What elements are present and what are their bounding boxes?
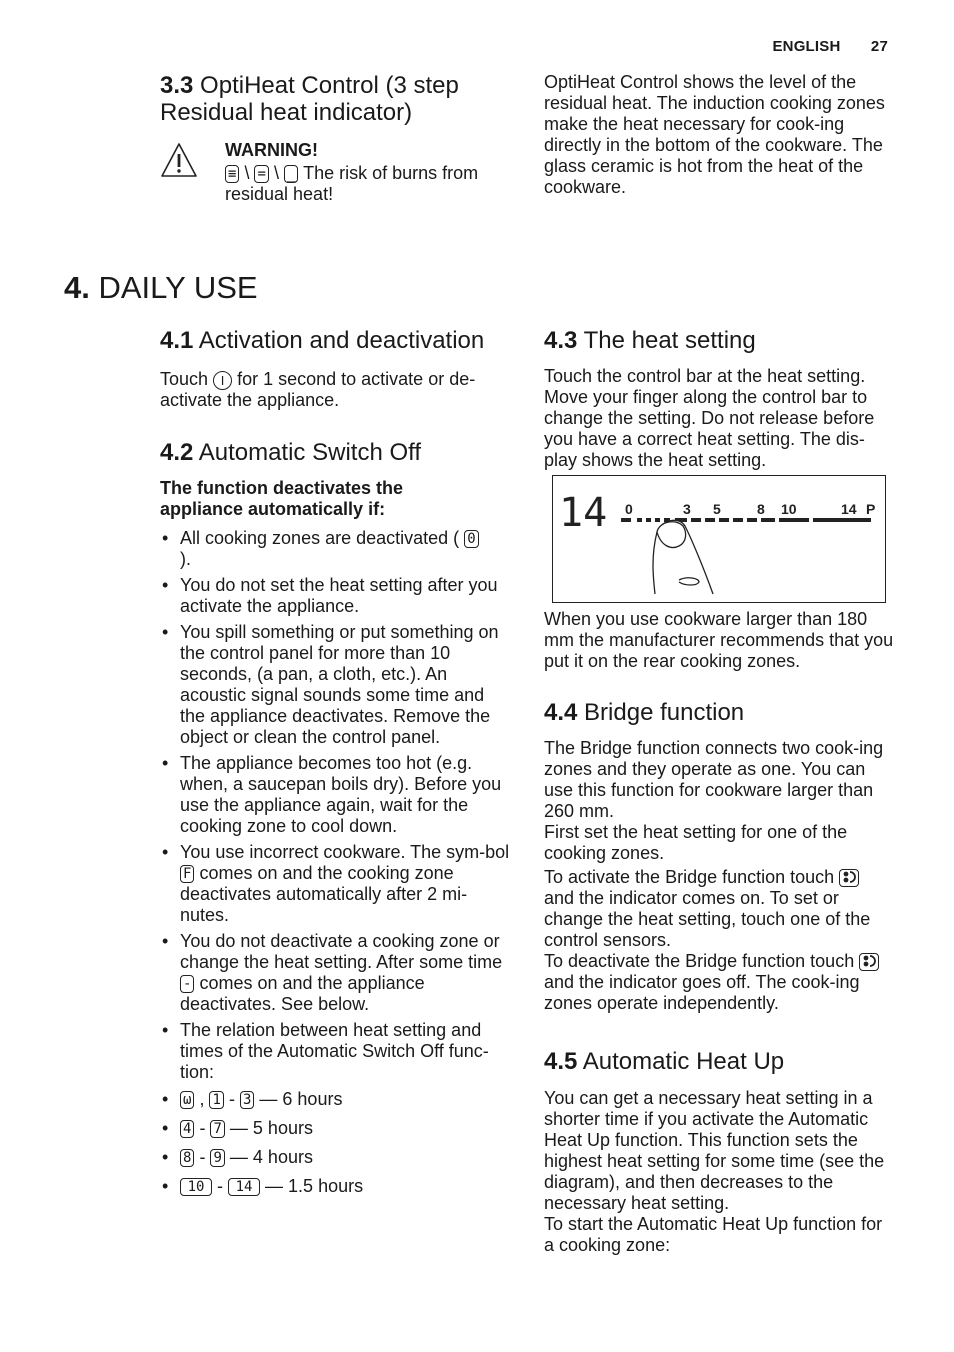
text-fragment: , — [199, 1089, 205, 1109]
text-fragment: ). — [180, 549, 191, 569]
text-fragment: You use incorrect cookware. The sym-bol — [180, 842, 510, 862]
warning-title: WARNING! — [225, 140, 318, 160]
section-4-3-heading — [544, 327, 894, 354]
section-3-3-heading — [160, 72, 500, 126]
paragraph: You can get a necessary heat setting in a shorter time if you activate the Automatic Heat Up function. This function sets the highest heat setting for some time (see the diagram), and then decreases to the necessary heat setting. — [544, 1088, 885, 1213]
scale-label: P — [866, 501, 876, 517]
section-number: 3.3 — [160, 72, 194, 99]
time-list-item — [160, 1089, 512, 1110]
text-fragment: - — [217, 1176, 224, 1196]
paragraph: The Bridge function connects two cook-ing zones and they operate as one. You can use this function for cookware larger than 260 mm. — [544, 738, 884, 821]
bridge-icon — [859, 953, 879, 971]
scale-label: 8 — [757, 501, 765, 517]
text-fragment: To deactivate the Bridge function touch — [544, 951, 855, 971]
heat-setting-symbol-icon: 14 — [228, 1178, 260, 1196]
section-number: 4.5 — [544, 1048, 578, 1075]
section-title: Automatic Switch Off — [198, 439, 422, 466]
time-text: — 1.5 hours — [265, 1176, 364, 1196]
dash-symbol-icon: - — [180, 975, 194, 993]
chapter-number: 4. — [64, 270, 90, 305]
section-number: 4.1 — [160, 327, 194, 354]
bridge-icon — [839, 869, 859, 887]
on-off-icon: I — [213, 371, 232, 390]
time-text: — 4 hours — [229, 1147, 313, 1167]
residual-heat-medium-icon: = — [254, 165, 268, 183]
heat-setting-symbol-icon: 1 — [209, 1091, 223, 1109]
heat-setting-symbol-icon: 8 — [180, 1149, 194, 1167]
warning-block — [225, 140, 495, 205]
text-fragment: - — [199, 1147, 206, 1167]
section-title: Activation and deactivation — [198, 327, 485, 354]
symbol-separator: \ — [244, 163, 250, 183]
page-header — [772, 38, 888, 55]
text-fragment: comes on and the appliance deactivates. See below. — [180, 973, 425, 1014]
list-item — [160, 842, 512, 926]
control-bar — [621, 518, 871, 522]
section-3-3-description: OptiHeat Control shows the level of the residual heat. The induction cooking zones make the heat necessary for cook-ing directly in the bottom of the cookware. The glass ceramic is hot from the heat of the cookware. — [544, 72, 885, 197]
section-4-3-text: Touch the control bar at the heat setting. Move your finger along the control bar to change the setting. Do not release before you have a correct heat setting. The dis-play shows the heat setting. — [544, 366, 875, 470]
scale-label: 10 — [781, 501, 797, 517]
time-list-item — [160, 1147, 512, 1168]
language-label: ENGLISH — [772, 38, 841, 55]
heat-setting-symbol-icon: 4 — [180, 1120, 194, 1138]
text-fragment: - — [228, 1089, 235, 1109]
symbol-separator: \ — [273, 163, 279, 183]
heat-setting-symbol-icon: 10 — [180, 1178, 212, 1196]
list-item: • The appliance becomes too hot (e.g. when, a saucepan boils dry). Before you use the appliance again, wait for the cooking zone to cool down. — [160, 753, 512, 837]
section-number: 4.4 — [544, 699, 578, 726]
page-number: 27 — [870, 38, 888, 55]
residual-heat-low-icon: _ — [284, 165, 298, 183]
time-text: — 6 hours — [259, 1089, 343, 1109]
text-fragment: To activate the Bridge function touch — [544, 867, 835, 887]
paragraph — [544, 867, 894, 951]
text-fragment: and the indicator comes on. To set or change the heat setting, touch one of the control sensors. — [544, 888, 871, 950]
warning-triangle-icon — [160, 142, 200, 178]
warning-text: The risk of burns from residual heat! — [225, 163, 479, 204]
auto-switch-off-list — [160, 528, 512, 1205]
list-item: • The relation between heat setting and times of the Automatic Switch Off func-tion: — [160, 1020, 512, 1083]
list-item — [160, 528, 512, 570]
text-fragment: All cooking zones are deactivated ( — [180, 528, 460, 548]
text-fragment: comes on and the cooking zone deactivates automatically after 2 mi-nutes. — [180, 863, 468, 925]
chapter-title — [64, 268, 258, 308]
heat-setting-symbol-icon: 7 — [210, 1120, 224, 1138]
paragraph — [544, 951, 894, 1014]
finger-icon — [653, 520, 713, 594]
paragraph: First set the heat setting for one of the cooking zones. — [544, 822, 848, 863]
time-list-item — [160, 1118, 512, 1139]
section-4-5-heading — [544, 1048, 894, 1075]
section-4-2-lead: The function deactivates the appliance automatically if: — [160, 478, 404, 519]
zero-symbol-icon: 0 — [464, 530, 478, 548]
section-title: The heat setting — [583, 327, 756, 354]
list-item: • You spill something or put something on the control panel for more than 10 seconds, (a pan, a cloth, etc.). An acoustic signal sounds some time and the appliance deactivates. Remove the object or clean the control panel. — [160, 622, 512, 748]
section-4-3-note: When you use cookware larger than 180 mm the manufacturer recommends that you put it on the rear cooking zones. — [544, 609, 894, 671]
list-item: • You do not set the heat setting after you activate the appliance. — [160, 575, 512, 617]
heat-setting-diagram — [552, 475, 886, 603]
section-number: 4.3 — [544, 327, 578, 354]
scale-label: 14 — [841, 501, 857, 517]
section-title: Bridge function — [584, 699, 745, 726]
section-4-5-text — [544, 1088, 894, 1256]
scale-label: 5 — [713, 501, 721, 517]
f-symbol-icon: F — [180, 865, 194, 883]
scale-label: 0 — [625, 501, 633, 517]
text-fragment: and the indicator goes off. The cook-ing zones operate independently. — [544, 972, 860, 1013]
text-fragment: Touch — [160, 369, 209, 389]
section-4-1-text — [160, 369, 505, 411]
time-text: — 5 hours — [229, 1118, 313, 1138]
section-4-4-text — [544, 738, 894, 1014]
text-fragment: - — [199, 1118, 206, 1138]
time-list-item — [160, 1176, 512, 1197]
display-value: 14 — [559, 490, 608, 536]
section-4-4-heading — [544, 699, 894, 726]
heat-setting-symbol-icon: 3 — [240, 1091, 254, 1109]
section-4-2-heading — [160, 439, 510, 466]
section-number: 4.2 — [160, 439, 194, 466]
paragraph: To start the Automatic Heat Up function for a cooking zone: — [544, 1214, 883, 1255]
section-title: Automatic Heat Up — [582, 1048, 785, 1075]
list-item — [160, 931, 512, 1015]
residual-heat-high-icon: ≡ — [225, 165, 239, 183]
scale-label: 3 — [683, 501, 691, 517]
section-4-1-heading — [160, 327, 510, 354]
text-fragment: for 1 second to activate or de-activate the appliance. — [160, 369, 476, 410]
heat-setting-symbol-icon: 9 — [210, 1149, 224, 1167]
heat-setting-symbol-icon: ω — [180, 1091, 194, 1109]
section-title: OptiHeat Control (3 step Residual heat indicator) — [160, 72, 459, 126]
chapter-name: DAILY USE — [98, 270, 258, 305]
text-fragment: You do not deactivate a cooking zone or change the heat setting. After some time — [180, 931, 503, 972]
